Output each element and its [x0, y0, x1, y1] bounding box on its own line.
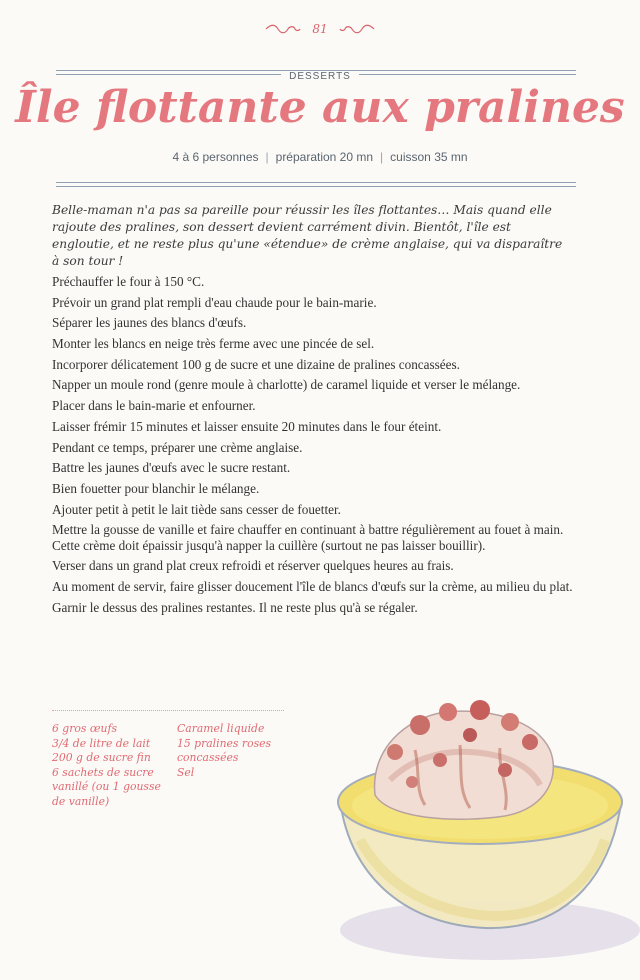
- ingredients-left: [52, 722, 172, 809]
- step-item: Ajouter petit à petit le lait tiède sans cesser de fouetter.: [52, 501, 341, 517]
- step-item: Préchauffer le four à 150 °C.: [52, 274, 205, 289]
- flourish-right-icon: [339, 23, 375, 35]
- page-number: 81: [312, 21, 328, 36]
- meta-separator: |: [380, 150, 384, 164]
- step-item: Battre les jaunes d'œufs avec le sucre restant.: [52, 460, 291, 476]
- step-item: Laisser frémir 15 minutes et laisser ensuite 20 minutes dans le four éteint.: [52, 418, 442, 434]
- recipe-title: Île flottante aux pralines: [15, 82, 625, 133]
- step-item: Pendant ce temps, préparer une crème anglaise.: [52, 439, 303, 455]
- ingredient-item: 15 pralines roses concassées: [177, 736, 272, 764]
- step-item: Séparer les jaunes des blancs d'œufs.: [52, 315, 247, 331]
- step-item: Au moment de servir, faire glisser doucement l'île de blancs d'œufs sur la crème, au milieu du plat.: [52, 579, 573, 595]
- recipe-steps: [52, 274, 582, 621]
- step-item: Incorporer délicatement 100 g de sucre et une dizaine de pralines concassées.: [52, 356, 460, 372]
- meta-separator: |: [265, 150, 269, 164]
- ingredient-item: 3/4 de litre de lait: [52, 736, 151, 750]
- cooking-time: cuisson 35 mn: [390, 150, 468, 164]
- step-item: Bien fouetter pour blanchir le mélange.: [52, 480, 260, 496]
- preparation-time: préparation 20 mn: [275, 150, 374, 164]
- ingredient-item: 200 g de sucre fin: [52, 751, 151, 764]
- dessert-bowl-illustration: [320, 690, 640, 975]
- step-item: Prévoir un grand plat rempli d'eau chaude pour le bain-marie.: [52, 294, 377, 310]
- category-text: DESSERTS: [281, 71, 359, 82]
- flourish-left-icon: [265, 23, 301, 35]
- step-item: Verser dans un grand plat creux refroidi et réserver quelques heures au frais.: [52, 558, 454, 574]
- step-item: Placer dans le bain-marie et enfourner.: [52, 398, 256, 414]
- recipe-meta: [0, 150, 640, 164]
- ingredient-item: Caramel liquide: [177, 722, 265, 735]
- ingredients-rule: [52, 710, 284, 711]
- ingredients-right: [177, 722, 287, 780]
- category-label: [0, 64, 640, 83]
- step-item: Monter les blancs en neige très ferme avec une pincée de sel.: [52, 336, 375, 352]
- recipe-intro: Belle-maman n'a pas sa pareille pour réussir les îles flottantes… Mais quand elle rajoute des pralines, son dessert devient carrément divin. Bientôt, l'île est engloutie, et ne reste plus qu'une «étendue» de crème anglaise, qui va disparaître à son tour !: [52, 203, 563, 268]
- step-item: Napper un moule rond (genre moule à charlotte) de caramel liquide et verser le mélange.: [52, 377, 521, 393]
- ingredient-item: 6 sachets de sucre vanillé (ou 1 gousse de vanille): [52, 765, 161, 808]
- step-item: Mettre la gousse de vanille et faire chauffer en continuant à battre régulièrement au fouet à main. Cette crème doit épaissir jusqu'à napper la cuillère (surtout ne pas laisser bouillir).: [52, 522, 564, 553]
- step-item: Garnir le dessus des pralines restantes. Il ne reste plus qu'à se régaler.: [52, 599, 418, 615]
- ingredient-item: 6 gros œufs: [52, 722, 118, 735]
- page-header: [0, 18, 640, 37]
- header-rule-bottom: [56, 182, 576, 187]
- ingredient-item: Sel: [177, 765, 195, 779]
- servings: 4 à 6 personnes: [172, 150, 259, 164]
